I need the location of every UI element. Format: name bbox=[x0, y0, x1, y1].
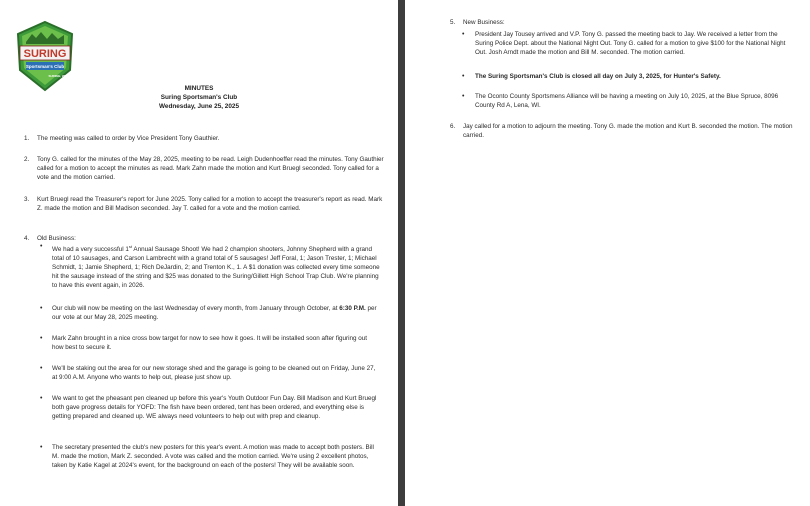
bullet-text: We had a very successful 1st Annual Sausage Shoot! We had 2 champion shooters, Johnny Shepherd with a grand total of 10 sausages, and Carson Lambrecht with a grand total of 5 sausages! Jeff Foral, 1; Jason Trester, 1; Michael Schmidt, 1; Jamie Shepherd, 1; Rich DeJardin, 2; and Trenton K., 1. A $1 donation was collected every time someone hit the sausage instead of the string and $25 was donated to the Suring/Gillett High School Trap Club. We're planning to have this event again, in 2026. bbox=[52, 244, 380, 290]
bullet-text: President Jay Tousey arrived and V.P. Tony G. passed the meeting back to Jay. We received a letter from the Suring Police Dept. about the National Night Out. Tony G. called for a motion to give $100 for the National Night Out. Josh Arndt made the motion and Bill M. seconded. The motion carried. bbox=[475, 31, 786, 56]
item-text: The meeting was called to order by Vice President Tony Gauthier. bbox=[37, 135, 220, 142]
bullet-text: Our club will now be meeting on the last Wednesday of every month, from January through October, at 6:30 P.M. per our vote at our May 28, 2025 meeting. bbox=[52, 305, 377, 321]
item-text: New Business: bbox=[463, 19, 505, 26]
bullet-dot: • bbox=[462, 93, 465, 100]
page-left bbox=[0, 0, 398, 506]
item-number: 5. bbox=[450, 19, 456, 26]
item-number: 2. bbox=[24, 156, 30, 163]
item-text: Tony G. called for the minutes of the May 28, 2025, meeting to be read. Leigh Dudenhoeffer read the minutes. Tony Gauthier called for a motion to accept the minutes as read. Mark Zahn made the motion and Kurt Bruegl seconded. Tony called for a vote and the motion carried. bbox=[37, 156, 384, 181]
page-right bbox=[405, 0, 810, 506]
club-logo bbox=[14, 20, 76, 92]
bullet-dot: • bbox=[462, 73, 465, 80]
bullet-dot: • bbox=[40, 305, 43, 312]
bullet-dot: • bbox=[40, 444, 43, 451]
bullet-text: The Oconto County Sportsmens Alliance will be having a meeting on July 10, 2025, at the Blue Spruce, 8096 County Rd A, Lena, WI. bbox=[475, 93, 779, 109]
item-text: Old Business: bbox=[37, 235, 76, 242]
minutes-heading: MINUTES bbox=[184, 85, 214, 92]
bullet-dot: • bbox=[40, 335, 43, 342]
bullet-text: The Suring Sportsman's Club is closed all day on July 3, 2025, for Hunter's Safety. bbox=[475, 73, 721, 80]
logo-text-location: SURING, WI bbox=[48, 74, 66, 78]
bullet-text: The secretary presented the club's new posters for this year's event. A motion was made to accept both posters. Bill M. made the motion, Mark Z. seconded. A vote was called and the motion carried. We're using 2 excellent photos, taken by Katie Kagel at 2024's event, for the background on each of the posters! They will be available soon. bbox=[52, 444, 374, 469]
bullet-dot: • bbox=[462, 31, 465, 38]
logo-text-club: Sportsman's Club bbox=[25, 64, 65, 69]
club-name-heading: Suring Sportsman's Club bbox=[160, 94, 238, 101]
item-text: Jay called for a motion to adjourn the meeting. Tony G. made the motion and Kurt B. seconded the motion. The motion carried. bbox=[463, 123, 793, 139]
bullet-text: We want to get the pheasant pen cleaned up before this year's Youth Outdoor Fun Day. Bill Madison and Kurt Bruegl both gave progress details for YOFD: The fish have been ordered, tent has been ordered, and everything else is getting prepared and cleaned up. WE always need volunteers to help out with prep and cleanup. bbox=[52, 395, 377, 420]
logo-text-suring: SURING bbox=[23, 48, 67, 60]
meeting-date-heading: Wednesday, June 25, 2025 bbox=[158, 103, 240, 110]
bullet-dot: • bbox=[40, 395, 43, 402]
item-number: 6. bbox=[450, 123, 456, 130]
page-divider bbox=[398, 0, 405, 506]
item-number: 4. bbox=[24, 235, 30, 242]
bullet-text: Mark Zahn brought in a nice cross bow target for now to see how it goes. It will be installed soon after figuring out how best to secure it. bbox=[52, 335, 368, 351]
item-text: Kurt Bruegl read the Treasurer's report for June 2025. Tony called for a motion to accept the treasurer's report as read. Mark Z. made the motion and Bill Madison seconded. Jay T. called for a vote and the motion carried. bbox=[37, 196, 383, 212]
bullet-dot: • bbox=[40, 365, 43, 372]
bullet-text: We'll be staking out the area for our new storage shed and the garage is going to be cleaned out on Friday, June 27, at 9:00 A.M. Anyone who wants to help out, please just show up. bbox=[52, 365, 376, 381]
item-number: 3. bbox=[24, 196, 30, 203]
item-number: 1. bbox=[24, 135, 30, 142]
bullet-dot: • bbox=[40, 243, 43, 250]
